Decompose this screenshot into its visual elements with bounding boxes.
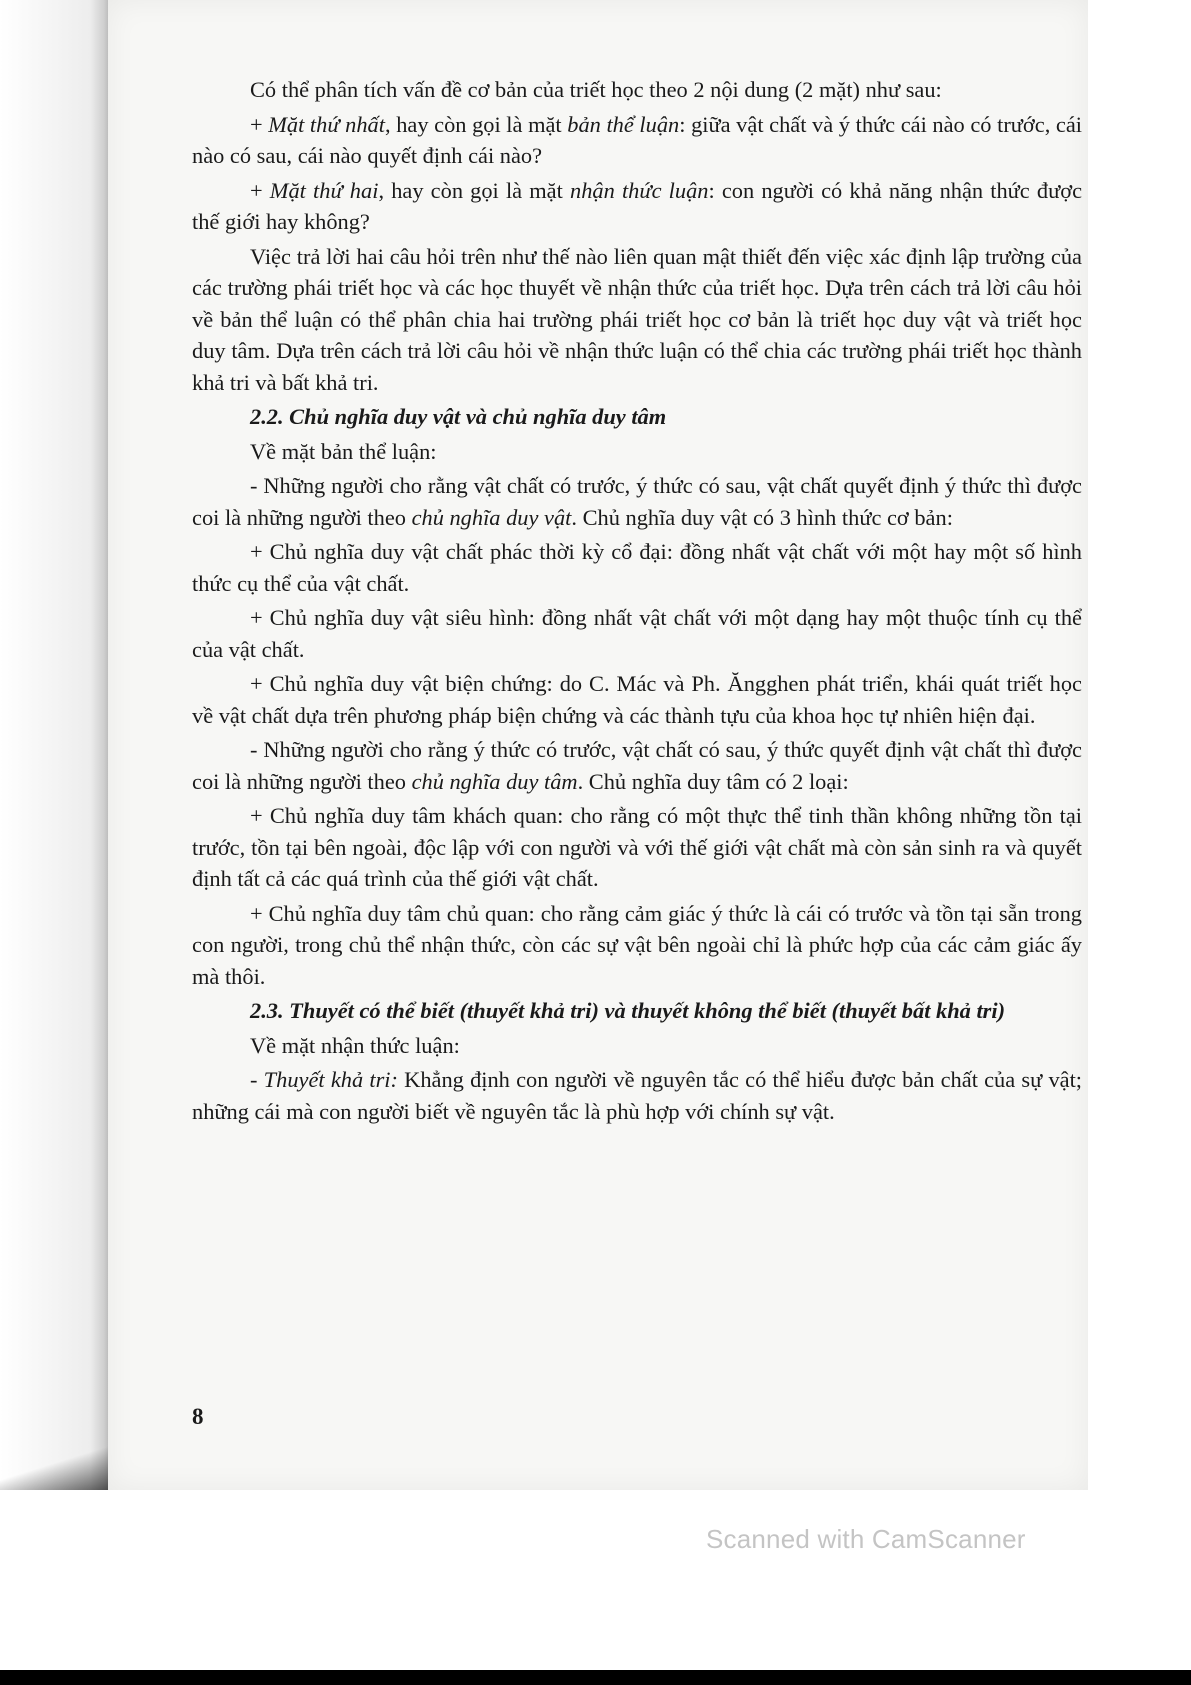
paragraph-intro: Có thể phân tích vấn đề cơ bản của triết học theo 2 nội dung (2 mặt) như sau:: [250, 77, 942, 102]
paragraph-idealism: - Những người cho rằng ý thức có trước, vật chất có sau, ý thức quyết định vật chất thì được coi là những người theo chủ nghĩa duy tâm. Chủ nghĩa duy tâm có 2 loại:: [192, 737, 1082, 794]
scanner-shadow-edge: [0, 0, 108, 1490]
paragraph-naive-materialism: + Chủ nghĩa duy vật chất phác thời kỳ cổ đại: đồng nhất vật chất với một hay một số hình thức cụ thể của vật chất.: [192, 539, 1082, 596]
paragraph-knowability: - Thuyết khả tri: Khẳng định con người về nguyên tắc có thể hiểu được bản chất của sự vật; những cái mà con người biết về nguyên tắc là phù hợp với chính sự vật.: [192, 1067, 1083, 1124]
page-number: 8: [192, 1404, 204, 1429]
page-text: [192, 74, 1082, 1130]
bottom-border: [0, 1670, 1191, 1685]
paragraph-objective-idealism: + Chủ nghĩa duy tâm khách quan: cho rằng có một thực thể tinh thần không những tồn tại trước, tồn tại bên ngoài, độc lập với con người và với thế giới vật chất mà còn sản sinh ra và quyết định tất cả các quá trình của thế giới vật chất.: [192, 803, 1082, 891]
section-heading-2-3: 2.3. Thuyết có thể biết (thuyết khả tri) và thuyết không thể biết (thuyết bất khả tri): [250, 998, 1006, 1023]
paragraph-materialism: - Những người cho rằng vật chất có trước, ý thức có sau, vật chất quyết định ý thức thì được coi là những người theo chủ nghĩa duy vật. Chủ nghĩa duy vật có 3 hình thức cơ bản:: [192, 473, 1082, 530]
paragraph-metaphysical-materialism: + Chủ nghĩa duy vật siêu hình: đồng nhất vật chất với một dạng hay một thuộc tính cụ thể của vật chất.: [192, 605, 1082, 662]
scanner-watermark: Scanned with CamScanner: [706, 1524, 1026, 1554]
book-page: [108, 0, 1088, 1490]
paragraph-dialectical-materialism: + Chủ nghĩa duy vật biện chứng: do C. Mác và Ph. Ăngghen phát triển, khái quát triết học về vật chất dựa trên phương pháp biện chứng và các thành tựu của khoa học tự nhiên hiện đại.: [192, 671, 1082, 728]
section-heading-2-2: 2.2. Chủ nghĩa duy vật và chủ nghĩa duy tâm: [250, 404, 667, 429]
paragraph-subjective-idealism: + Chủ nghĩa duy tâm chủ quan: cho rằng cảm giác ý thức là cái có trước và tồn tại sẵn trong con người, trong chủ thể nhận thức, còn các sự vật bên ngoài chỉ là phức hợp của các cảm giác ấy mà thôi.: [192, 900, 1082, 989]
paragraph-ontology: Về mặt bản thể luận:: [250, 438, 437, 464]
paragraph-second-aspect: + Mặt thứ hai, hay còn gọi là mặt nhận thức luận: con người có khả năng nhận thức được thế giới hay không?: [192, 177, 1083, 234]
paragraph-epistemology: Về mặt nhận thức luận:: [250, 1032, 460, 1058]
paragraph-answer: Việc trả lời hai câu hỏi trên như thế nào liên quan mật thiết đến việc xác định lập trường của các trường phái triết học và các học thuyết về nhận thức của triết học. Dựa trên cách trả lời câu hỏi về bản thể luận có thể phân chia hai trường phái triết học cơ bản là triết học duy vật và triết học duy tâm. Dựa trên cách trả lời câu hỏi về nhận thức luận có thể chia các trường phái triết học thành khả tri và bất khả tri.: [192, 243, 1082, 395]
paragraph-first-aspect: + Mặt thứ nhất, hay còn gọi là mặt bản thể luận: giữa vật chất và ý thức cái nào có trước, cái nào có sau, cái nào quyết định cái nào?: [192, 111, 1083, 168]
